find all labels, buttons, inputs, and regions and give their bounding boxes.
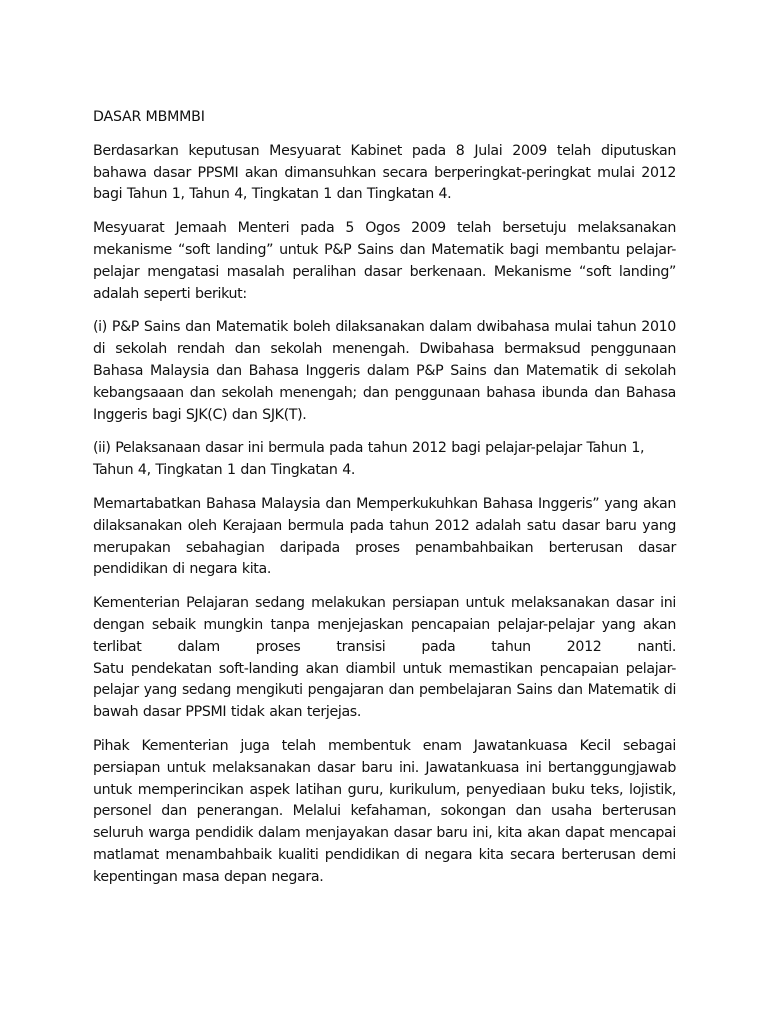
- text-line: Pihak Kementerian juga telah membentuk enam Jawatankuasa Kecil sebagai: [93, 737, 676, 754]
- paragraph-7: [93, 736, 676, 889]
- paragraph-4-item-ii: [93, 438, 676, 482]
- text-line: dengan sebaik mungkin tanpa menjejaskan pencapaian pelajar-pelajar yang akan: [93, 616, 676, 633]
- text-line: Bahasa Malaysia dan Bahasa Inggeris dalam P&P Sains dan Matematik di sekolah: [93, 362, 676, 379]
- text-line: kebangsaaan dan sekolah menengah; dan penggunaan bahasa ibunda dan Bahasa: [93, 384, 676, 401]
- text-line: di sekolah rendah dan sekolah menengah. Dwibahasa bermaksud penggunaan: [93, 341, 676, 358]
- text-line: pelajar yang sedang mengikuti pengajaran dan pembelajaran Sains dan Matematik di: [93, 682, 676, 699]
- document-page: [93, 107, 676, 901]
- text-line: Kementerian Pelajaran sedang melakukan persiapan untuk melaksanakan dasar ini: [93, 595, 676, 612]
- text-line: untuk memperincikan aspek latihan guru, kurikulum, penyediaan buku teks, lojistik,: [93, 781, 676, 798]
- text-line: seluruh warga pendidik dalam menjayakan dasar baru ini, kita akan dapat mencapai: [93, 825, 676, 842]
- text-line: matlamat menambahbaik kualiti pendidikan di negara kita secara berterusan demi: [93, 846, 676, 863]
- paragraph-5: [93, 494, 676, 581]
- text-line: Inggeris bagi SJK(C) dan SJK(T).: [93, 406, 307, 423]
- paragraph-6: [93, 593, 676, 724]
- text-line: Berdasarkan keputusan Mesyuarat Kabinet pada 8 Julai 2009 telah diputuskan: [93, 142, 676, 159]
- text-line: bawah dasar PPSMI tidak akan terjejas.: [93, 704, 361, 721]
- text-line: kepentingan masa depan negara.: [93, 868, 324, 885]
- text-line: mekanisme “soft landing” untuk P&P Sains dan Matematik bagi membantu pelajar-: [93, 241, 676, 258]
- document-title: DASAR MBMMBI: [93, 109, 205, 125]
- text-line: Mesyuarat Jemaah Menteri pada 5 Ogos 2009 telah bersetuju melaksanakan: [93, 220, 676, 237]
- text-line: pendidikan di negara kita.: [93, 561, 272, 578]
- paragraph-1: [93, 141, 676, 206]
- text-line: personel dan penerangan. Melalui kefahaman, sokongan dan usaha berterusan: [93, 803, 676, 820]
- text-line: Tahun 4, Tingkatan 1 dan Tingkatan 4.: [93, 462, 356, 479]
- text-line: pelajar mengatasi masalah peralihan dasar berkenaan. Mekanisme “soft landing”: [93, 263, 676, 280]
- text-line: bahawa dasar PPSMI akan dimansuhkan secara berperingkat-peringkat mulai 2012: [93, 164, 676, 181]
- text-line: adalah seperti berikut:: [93, 285, 247, 302]
- text-line: persiapan untuk melaksanakan dasar baru ini. Jawatankuasa ini bertanggungjawab: [93, 759, 676, 776]
- paragraph-3-item-i: [93, 317, 676, 426]
- paragraph-2: [93, 218, 676, 305]
- text-line: terlibat dalam proses transisi pada tahun 2012 nanti.: [93, 638, 676, 655]
- text-line: (ii) Pelaksanaan dasar ini bermula pada tahun 2012 bagi pelajar-pelajar Tahun 1,: [93, 440, 645, 457]
- text-line: merupakan sebahagian daripada proses penambahbaikan berterusan dasar: [93, 539, 676, 556]
- text-line: bagi Tahun 1, Tahun 4, Tingkatan 1 dan Tingkatan 4.: [93, 186, 452, 203]
- text-line: Memartabatkan Bahasa Malaysia dan Memperkukuhkan Bahasa Inggeris” yang akan: [93, 495, 676, 512]
- text-line: dilaksanakan oleh Kerajaan bermula pada tahun 2012 adalah satu dasar baru yang: [93, 517, 676, 534]
- text-line: (i) P&P Sains dan Matematik boleh dilaksanakan dalam dwibahasa mulai tahun 2010: [93, 319, 676, 336]
- text-line: Satu pendekatan soft-landing akan diambil untuk memastikan pencapaian pelajar-: [93, 660, 676, 677]
